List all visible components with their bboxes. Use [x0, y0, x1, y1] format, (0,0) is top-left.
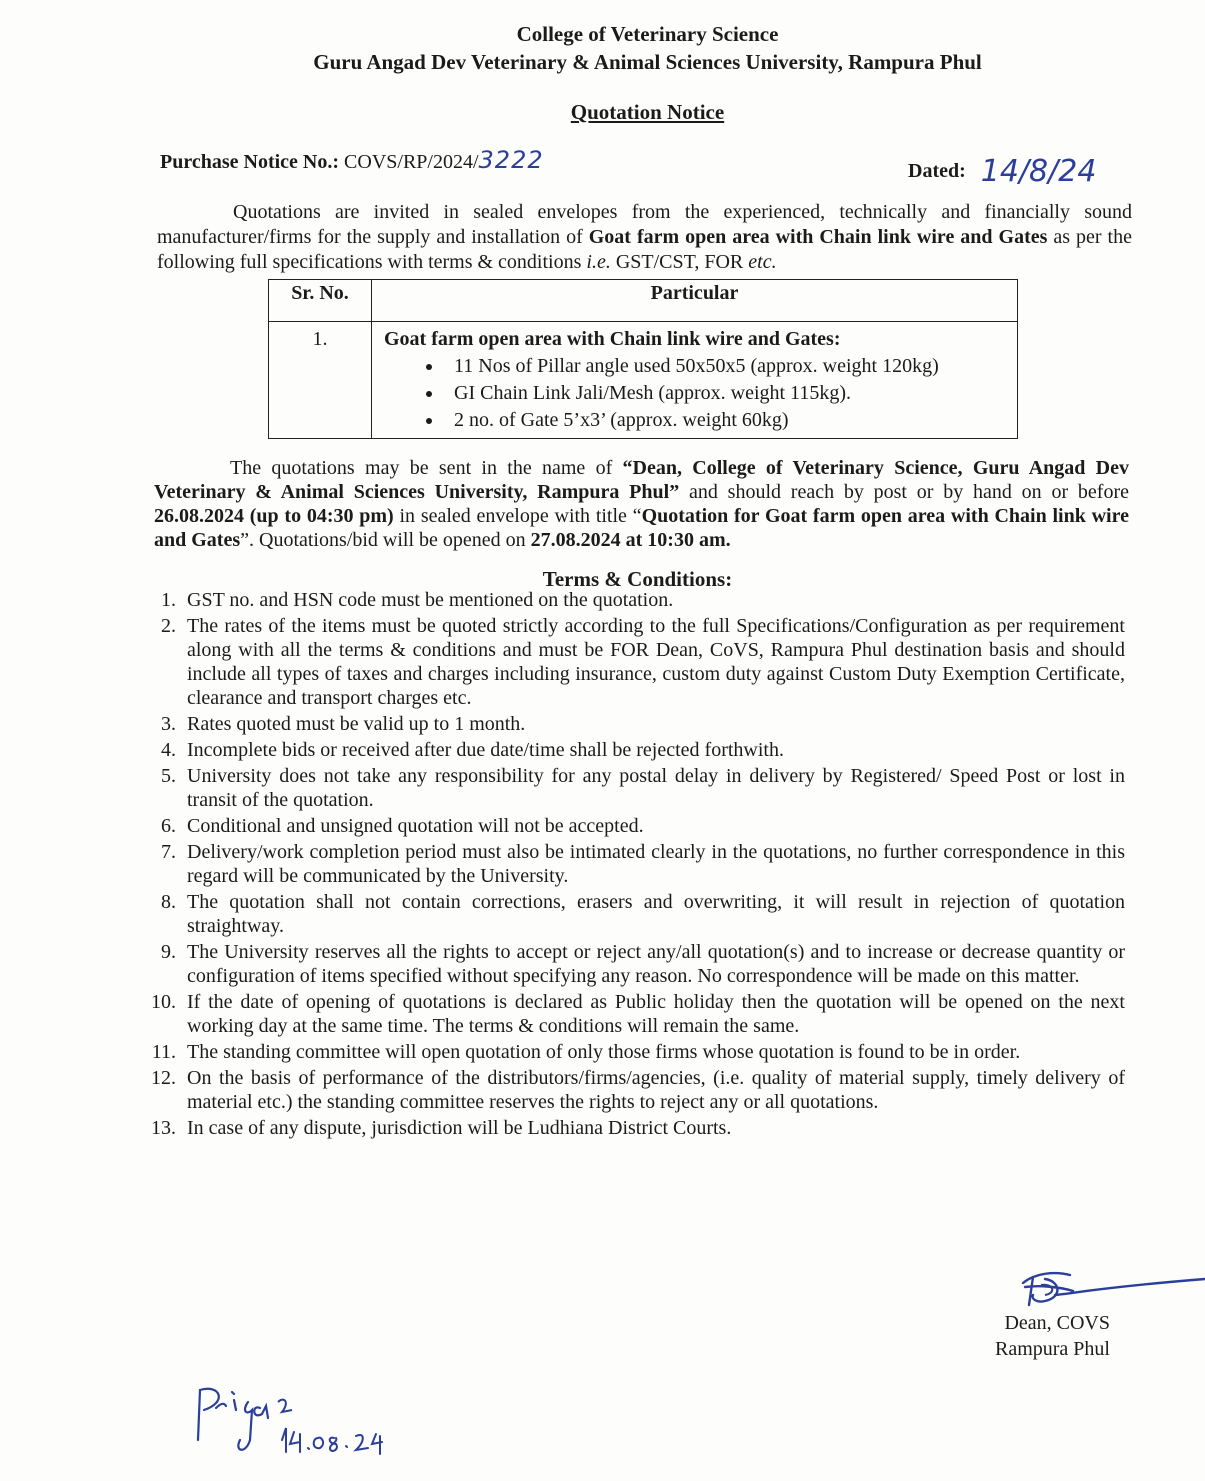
column-header-sr: Sr. No. — [269, 280, 372, 322]
term-number: 10. — [151, 991, 176, 1013]
term-text: On the basis of performance of the distributors/firms/agencies, (i.e. quality of material supply, timely delivery of material etc.) the standing committee reserves the rights to reject any or all quotations. — [187, 1067, 1125, 1113]
purchase-notice-number — [160, 146, 544, 174]
row-sr-number: 1. — [269, 322, 372, 439]
list-item — [140, 840, 1125, 888]
term-number: 13. — [151, 1117, 176, 1139]
handwritten-notice-number: 3222 — [478, 146, 544, 174]
list-item — [140, 1116, 1125, 1140]
term-number: 2. — [161, 615, 176, 637]
term-number: 7. — [161, 841, 176, 863]
dean-signature — [1015, 1265, 1205, 1315]
handwritten-date: 14/8/24 — [980, 154, 1097, 189]
signatory-place: Rampura Phul — [995, 1338, 1110, 1360]
intro-ie: i.e. — [586, 251, 611, 273]
intro-item: Goat farm open area with Chain link wire and Gates — [588, 226, 1048, 248]
term-number: 11. — [151, 1041, 176, 1063]
signatory-block — [980, 1310, 1110, 1362]
list-item: • 2 no. of Gate 5’x3’ (approx. weight 60kg) — [444, 407, 1009, 434]
list-item — [140, 588, 1125, 612]
term-text: GST no. and HSN code must be mentioned on the quotation. — [187, 589, 674, 611]
term-text: Conditional and unsigned quotation will not be accepted. — [187, 815, 644, 837]
term-number: 1. — [161, 589, 176, 611]
list-item — [140, 614, 1125, 710]
list-item — [140, 738, 1125, 762]
list-item — [140, 940, 1125, 988]
list-item — [140, 712, 1125, 736]
list-item — [140, 764, 1125, 812]
row-particular — [372, 322, 1018, 439]
submission-paragraph — [154, 456, 1129, 552]
term-text: In case of any dispute, jurisdiction will be Ludhiana District Courts. — [187, 1117, 732, 1139]
list-item — [140, 814, 1125, 838]
dated-label: Dated: — [908, 160, 966, 182]
list-item — [140, 890, 1125, 938]
term-number: 6. — [161, 815, 176, 837]
college-name: College of Veterinary Science — [516, 22, 779, 46]
submission-text-1: The quotations may be sent in the name of — [230, 457, 623, 479]
list-item: • 11 Nos of Pillar angle used 50x50x5 (approx. weight 120kg) — [444, 353, 1009, 380]
term-text: University does not take any responsibility for any postal delay in delivery by Registered/ Speed Post or lost in transit of the quotation. — [187, 765, 1125, 811]
term-number: 4. — [161, 739, 176, 761]
term-number: 5. — [161, 765, 176, 787]
term-text: If the date of opening of quotations is declared as Public holiday then the quotation will be opened on the next working day at the same time. The terms & conditions will remain the same. — [187, 991, 1125, 1037]
signatory-title: Dean, COVS — [1004, 1312, 1110, 1334]
particular-items — [384, 353, 1009, 434]
submission-opening-date: 27.08.2024 at 10:30 am. — [530, 529, 731, 551]
term-text: The standing committee will open quotation of only those firms whose quotation is found to be in order. — [187, 1041, 1021, 1063]
handwritten-initials-signature — [190, 1380, 400, 1470]
submission-deadline: 26.08.2024 (up to 04:30 pm) — [154, 505, 394, 527]
page-title: Quotation Notice — [570, 100, 725, 124]
submission-text-2: and should reach by post or by hand on or before — [679, 481, 1129, 503]
term-number: 12. — [151, 1067, 176, 1089]
particular-heading: Goat farm open area with Chain link wire and Gates: — [384, 328, 841, 350]
submission-text-3: in sealed envelope with title “ — [393, 505, 642, 527]
notice-date — [908, 150, 1097, 189]
term-text: Delivery/work completion period must also be intimated clearly in the quotations, no further correspondence in this regard will be communicated by the University. — [187, 841, 1125, 887]
term-number: 3. — [161, 713, 176, 735]
submission-envelope-title: Quotation for Goat farm open area with Chain link wire and Gates — [154, 505, 1129, 551]
term-text: Incomplete bids or received after due date/time shall be rejected forthwith. — [187, 739, 784, 761]
intro-text-a: Quotations are invited in sealed envelopes from the experienced, technically and financially sound manufacturer/firms for the supply and installation of — [157, 201, 1132, 248]
university-name: Guru Angad Dev Veterinary & Animal Sciences University, Rampura Phul — [313, 50, 982, 74]
term-text: Rates quoted must be valid up to 1 month. — [187, 713, 526, 735]
intro-text-b: as per the following full specifications with terms & conditions — [157, 226, 1132, 273]
notice-number: COVS/RP/2024/ — [344, 151, 479, 173]
submission-addressee: “Dean, College of Veterinary Science, Guru Angad Dev Veterinary & Animal Sciences University, Rampura Phul” — [154, 457, 1129, 503]
specification-table — [268, 279, 1018, 439]
list-item — [140, 1066, 1125, 1114]
list-item — [140, 990, 1125, 1038]
intro-text-c: GST/CST, FOR — [610, 251, 749, 273]
intro-paragraph — [157, 200, 1132, 275]
column-header-particular: Particular — [372, 280, 1018, 322]
term-number: 8. — [161, 891, 176, 913]
notice-label: Purchase Notice No.: — [160, 151, 340, 173]
terms-heading: Terms & Conditions: — [542, 567, 733, 591]
table-row — [269, 322, 1018, 439]
submission-text-4: ”. Quotations/bid will be opened on — [240, 529, 531, 551]
table-header-row — [269, 280, 1018, 322]
term-text: The quotation shall not contain corrections, erasers and overwriting, it will result in rejection of quotation straightway. — [187, 891, 1125, 937]
term-text: The rates of the items must be quoted strictly according to the full Specifications/Configuration as per requirement along with all the terms & conditions and must be FOR Dean, CoVS, Rampura Phul destination basis and should include all types of taxes and charges including insurance, custom duty against Custom Duty Exemption Certificate, clearance and transport charges etc. — [187, 615, 1125, 709]
list-item — [140, 1040, 1125, 1064]
terms-list — [140, 588, 1125, 1142]
list-item: • GI Chain Link Jali/Mesh (approx. weight 115kg). — [444, 380, 1009, 407]
term-text: The University reserves all the rights to accept or reject any/all quotation(s) and to increase or decrease quantity or configuration of items specified without specifying any reason. No correspondence will be made on this matter. — [187, 941, 1125, 987]
intro-etc: etc. — [748, 251, 777, 273]
term-number: 9. — [161, 941, 176, 963]
